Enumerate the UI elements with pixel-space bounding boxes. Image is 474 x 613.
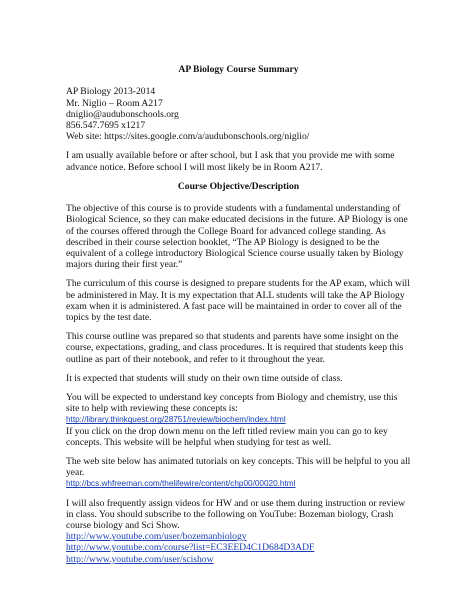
teacher-room: Mr. Niglio – Room A217 — [66, 97, 163, 109]
paragraph-line: It is expected that students will study on their own time outside of class. — [66, 372, 343, 384]
paragraph-line: outline as part of their notebook, and refer to it throughout the year. — [66, 353, 325, 365]
whfreeman-link[interactable]: http://bcs.whfreeman.com/thelifewire/content/chp00/00020.html — [66, 479, 296, 489]
paragraph-line: equivalent of a college introductory Biological Science course usually taken by Biology — [66, 248, 404, 260]
teacher-website[interactable]: Web site: https://sites.google.com/a/audubonschools.org/niglio/ — [66, 131, 310, 143]
teacher-phone: 856.547.7695 x1217 — [66, 120, 146, 131]
animated-paragraph — [66, 456, 411, 490]
document-title: AP Biology Course Summary — [178, 64, 299, 75]
paragraph-line: exam when it is administered. A fast pace will be maintained in order to cover all of the — [66, 300, 402, 312]
curriculum-paragraph — [66, 278, 411, 323]
availability-paragraph — [66, 150, 411, 172]
youtube-bozeman-link[interactable]: http://www.youtube.com/user/bozemanbiology — [66, 531, 247, 543]
objective-paragraph — [66, 203, 411, 270]
paragraph-line: majors during their first year.” — [66, 259, 183, 271]
paragraph-line: The curriculum of this course is designed to prepare students for the AP exam, which will — [66, 278, 410, 290]
paragraph-line: I will also frequently assign videos for HW and or use them during instruction or review — [66, 497, 405, 509]
youtube-scishow-link[interactable]: http://www.youtube.com/user/scishow — [66, 553, 214, 565]
study-paragraph — [66, 373, 411, 384]
paragraph-line: year. — [66, 467, 85, 479]
paragraph-line: The objective of this course is to provide students with a fundamental understanding of — [66, 203, 401, 215]
paragraph-line: Biological Science, so they can make educated decisions in the future. AP Biology is one — [66, 214, 408, 226]
paragraph-line: You will be expected to understand key concepts from Biology and chemistry, use this — [66, 392, 398, 404]
concepts-paragraph — [66, 392, 411, 448]
videos-paragraph — [66, 498, 411, 565]
paragraph-line: in class. You should subscribe to the following on YouTube: Bozeman biology, Crash — [66, 508, 394, 520]
paragraph-line: advance notice. Before school I will most likely be in Room A217. — [66, 161, 323, 173]
paragraph-line: concepts. This website will be helpful when studying for test as well. — [66, 436, 331, 448]
paragraph-line: course biology and Sci Show. — [66, 520, 180, 532]
paragraph-line: The web site below has animated tutorials on key concepts. This will be helpful to you all — [66, 456, 411, 468]
paragraph-line: I am usually available before or after school, but I ask that you provide me with some — [66, 150, 395, 162]
thinkquest-link[interactable]: http://library.thinkquest.org/28751/review/biochem/index.html — [66, 415, 286, 425]
paragraph-line: site to help with reviewing these concepts is: — [66, 403, 238, 415]
paragraph-line: be administered in May. It is my expectation that ALL students will take the AP Biology — [66, 289, 405, 301]
paragraph-line: This course outline was prepared so that students and parents have some insight on the — [66, 331, 399, 343]
course-year: AP Biology 2013-2014 — [66, 86, 156, 98]
objective-heading: Course Objective/Description — [177, 180, 300, 192]
paragraph-line: course, expectations, grading, and class procedures. It is required that students keep this — [66, 342, 404, 354]
contact-block — [66, 86, 411, 142]
paragraph-line: described in their course selection booklet, “The AP Biology is designed to be the — [66, 236, 380, 248]
paragraph-line: If you click on the drop down menu on the left titled review main you can go to key — [66, 425, 388, 437]
youtube-course-link[interactable]: http://www.youtube.com/course?list=EC3EED4C1D684D3ADF — [66, 542, 315, 554]
paragraph-line: topics by the test date. — [66, 312, 152, 324]
document-page — [66, 64, 411, 565]
teacher-email[interactable]: dniglio@audubonschools.org — [66, 108, 179, 120]
outline-paragraph — [66, 331, 411, 365]
paragraph-line: of the courses offered through the College Board for advanced college standing. As — [66, 225, 386, 237]
